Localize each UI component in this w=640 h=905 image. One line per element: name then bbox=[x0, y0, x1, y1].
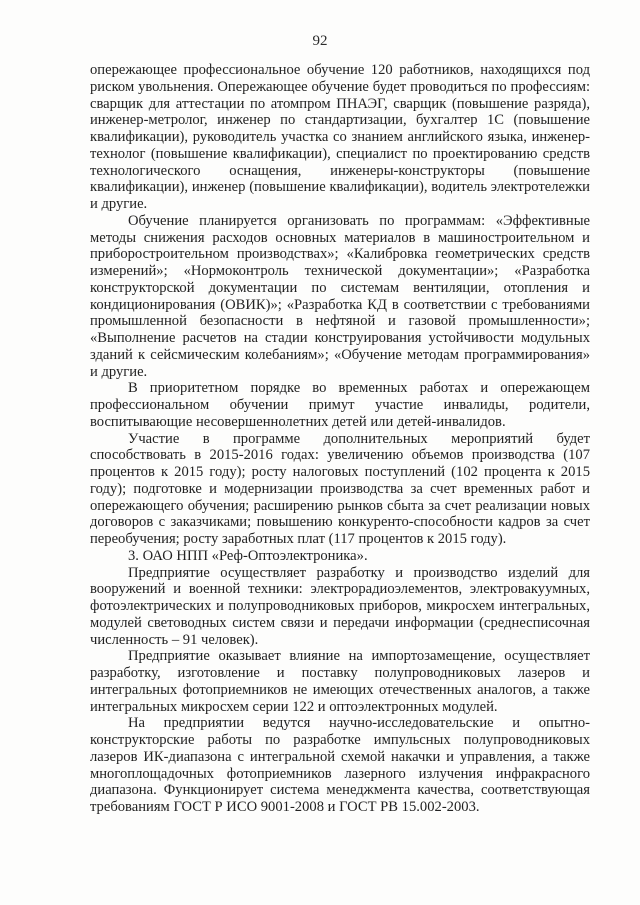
paragraph-program-effects: Участие в программе дополнительных мероприятий будет способствовать в 2015-2016 годах: увеличению объемов производства (107 процентов к 2015 году); росту налоговых поступлений (102 процента к 2015 году); подготовке и модернизации производства за счет временных работ и опережающего обучения; расширению рынков сбыта за счет реализации новых договоров с заказчиками; повышению конкуренто-способности кадров за счет переобучения; росту заработных плат (117 процентов к 2015 году). bbox=[90, 430, 590, 547]
paragraph-enterprise-activity: Предприятие осуществляет разработку и производство изделий для вооружений и военной техники: электрорадиоэлементов, электровакуумных, фотоэлектрических и полупроводниковых приборов, микросхем интегральных, модулей световодных систем связи и передачи информации (среднесписочная численность – 91 человек). bbox=[90, 564, 590, 648]
paragraph-training-programs: Обучение планируется организовать по программам: «Эффективные методы снижения расходов основных материалов в машиностроительном и приборостроительном производствах»; «Калибровка геометрических средств измерений»; «Нормоконтроль технической документации»; «Разработка конструкторской документации по системам вентиляции, отопления и кондиционирования (ОВИК)»; «Разработка КД в соответствии с требованиями промышленной безопасности в нефтяной и газовой промышленности»; «Выполнение расчетов на стадии конструирования устойчивости модульных зданий к сейсмическим колебаниям»; «Обучение методам программирования» и другие. bbox=[90, 212, 590, 380]
paragraph-priority-participants: В приоритетном порядке во временных работах и опережающем профессиональном обучении примут участие инвалиды, родители, воспитывающие несовершеннолетних детей или детей-инвалидов. bbox=[90, 380, 590, 430]
paragraph-advanced-training-continued: опережающее профессиональное обучение 120 работников, находящихся под риском увольнения. Опережающее обучение будет проводиться по профессиям: сварщик для аттестации по атомпром ПНАЭГ, сварщик (повышение разряда), инженер-метролог, инженер по стандартизации, бухгалтер 1С (повышение квалификации), руководитель участка со знанием английского языка, инженер-технолог (повышение квалификации), специалист по проектированию средств технологического оснащения, инженеры-конструкторы (повышение квалификации), инженер (повышение квалификации), водитель электротележки и другие. bbox=[90, 62, 590, 212]
paragraph-research-work: На предприятии ведутся научно-исследовательские и опытно-конструкторские работы по разработке импульсных полупроводниковых лазеров ИК-диапазона с интегральной схемой накачки и управления, а также многоплощадочных фотоприемников лазерного излучения инфракрасного диапазона. Функционирует система менеджмента качества, соответствующая требованиям ГОСТ Р ИСО 9001-2008 и ГОСТ РВ 15.002-2003. bbox=[90, 715, 590, 815]
page-number: 92 bbox=[312, 33, 328, 49]
document-body bbox=[90, 62, 590, 816]
section-heading-enterprise: 3. ОАО НПП «Реф-Оптоэлектроника». bbox=[128, 547, 368, 564]
paragraph-import-substitution: Предприятие оказывает влияние на импортозамещение, осуществляет разработку, изготовление и поставку полупроводниковых лазеров и интегральных фотоприемников не имеющих отечественных аналогов, а также интегральных микросхем серии 122 и оптоэлектронных модулей. bbox=[90, 648, 590, 715]
